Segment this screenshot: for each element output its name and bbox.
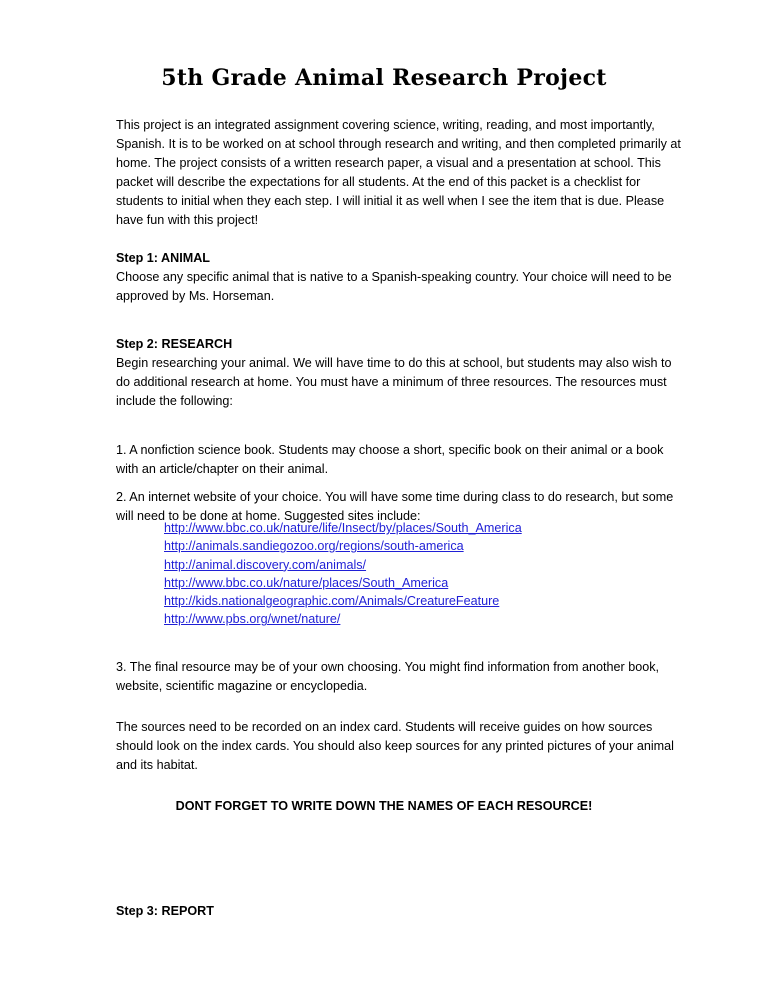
link-pbs-nature[interactable]: http://www.pbs.org/wnet/nature/	[164, 612, 341, 627]
step2-heading: Step 2: RESEARCH	[116, 337, 233, 351]
resource-item-1: 1. A nonfiction science book. Students may choose a short, specific book on their animal or a book with an article/chapter on their animal.	[116, 443, 664, 476]
suggested-links	[164, 519, 684, 629]
link-discovery[interactable]: http://animal.discovery.com/animals/	[164, 557, 367, 572]
step2-section	[116, 335, 682, 411]
step1-heading: Step 1: ANIMAL	[116, 251, 210, 265]
step1-section	[116, 249, 682, 306]
page-title: 5th Grade Animal Research Project	[161, 65, 607, 91]
intro-paragraph: This project is an integrated assignment covering science, writing, reading, and most importantly, Spanish. It is to be worked on at school through research and writing, and then completed primarily at home. The project consists of a written research paper, a visual and a presentation at school. This packet will describe the expectations for all students. At the end of this packet is a checklist for students to initial when they each step. I will initial it as well when I see the item that is due. Please have fun with this project!	[116, 118, 681, 227]
step3-heading: Step 3: REPORT	[116, 904, 214, 918]
link-bbc-places[interactable]: http://www.bbc.co.uk/nature/places/South_America	[164, 575, 449, 590]
link-sandiegozoo[interactable]: http://animals.sandiegozoo.org/regions/south-america	[164, 539, 464, 554]
resource-item-3: 3. The final resource may be of your own choosing. You might find information from another book, website, scientific magazine or encyclopedia.	[116, 660, 660, 693]
link-bbc-insects[interactable]: http://www.bbc.co.uk/nature/life/Insect/by/places/South_America	[164, 521, 522, 535]
sources-paragraph: The sources need to be recorded on an index card. Students will receive guides on how sources should look on the index cards. You should also keep sources for any printed pictures of your animal and its habitat.	[116, 720, 674, 772]
step1-text: Choose any specific animal that is native to a Spanish-speaking country. Your choice will need to be approved by Ms. Horseman.	[116, 270, 672, 303]
reminder-text: DONT FORGET TO WRITE DOWN THE NAMES OF EACH RESOURCE!	[175, 799, 593, 813]
link-natgeo-kids[interactable]: http://kids.nationalgeographic.com/Animals/CreatureFeature	[164, 594, 500, 609]
resource-item-2: 2. An internet website of your choice. You will have some time during class to do research, but some will need to be done at home. Suggested sites include:	[116, 490, 674, 523]
step2-text: Begin researching your animal. We will have time to do this at school, but students may also wish to do additional research at home. You must have a minimum of three resources. The resources must include the following:	[116, 356, 672, 408]
